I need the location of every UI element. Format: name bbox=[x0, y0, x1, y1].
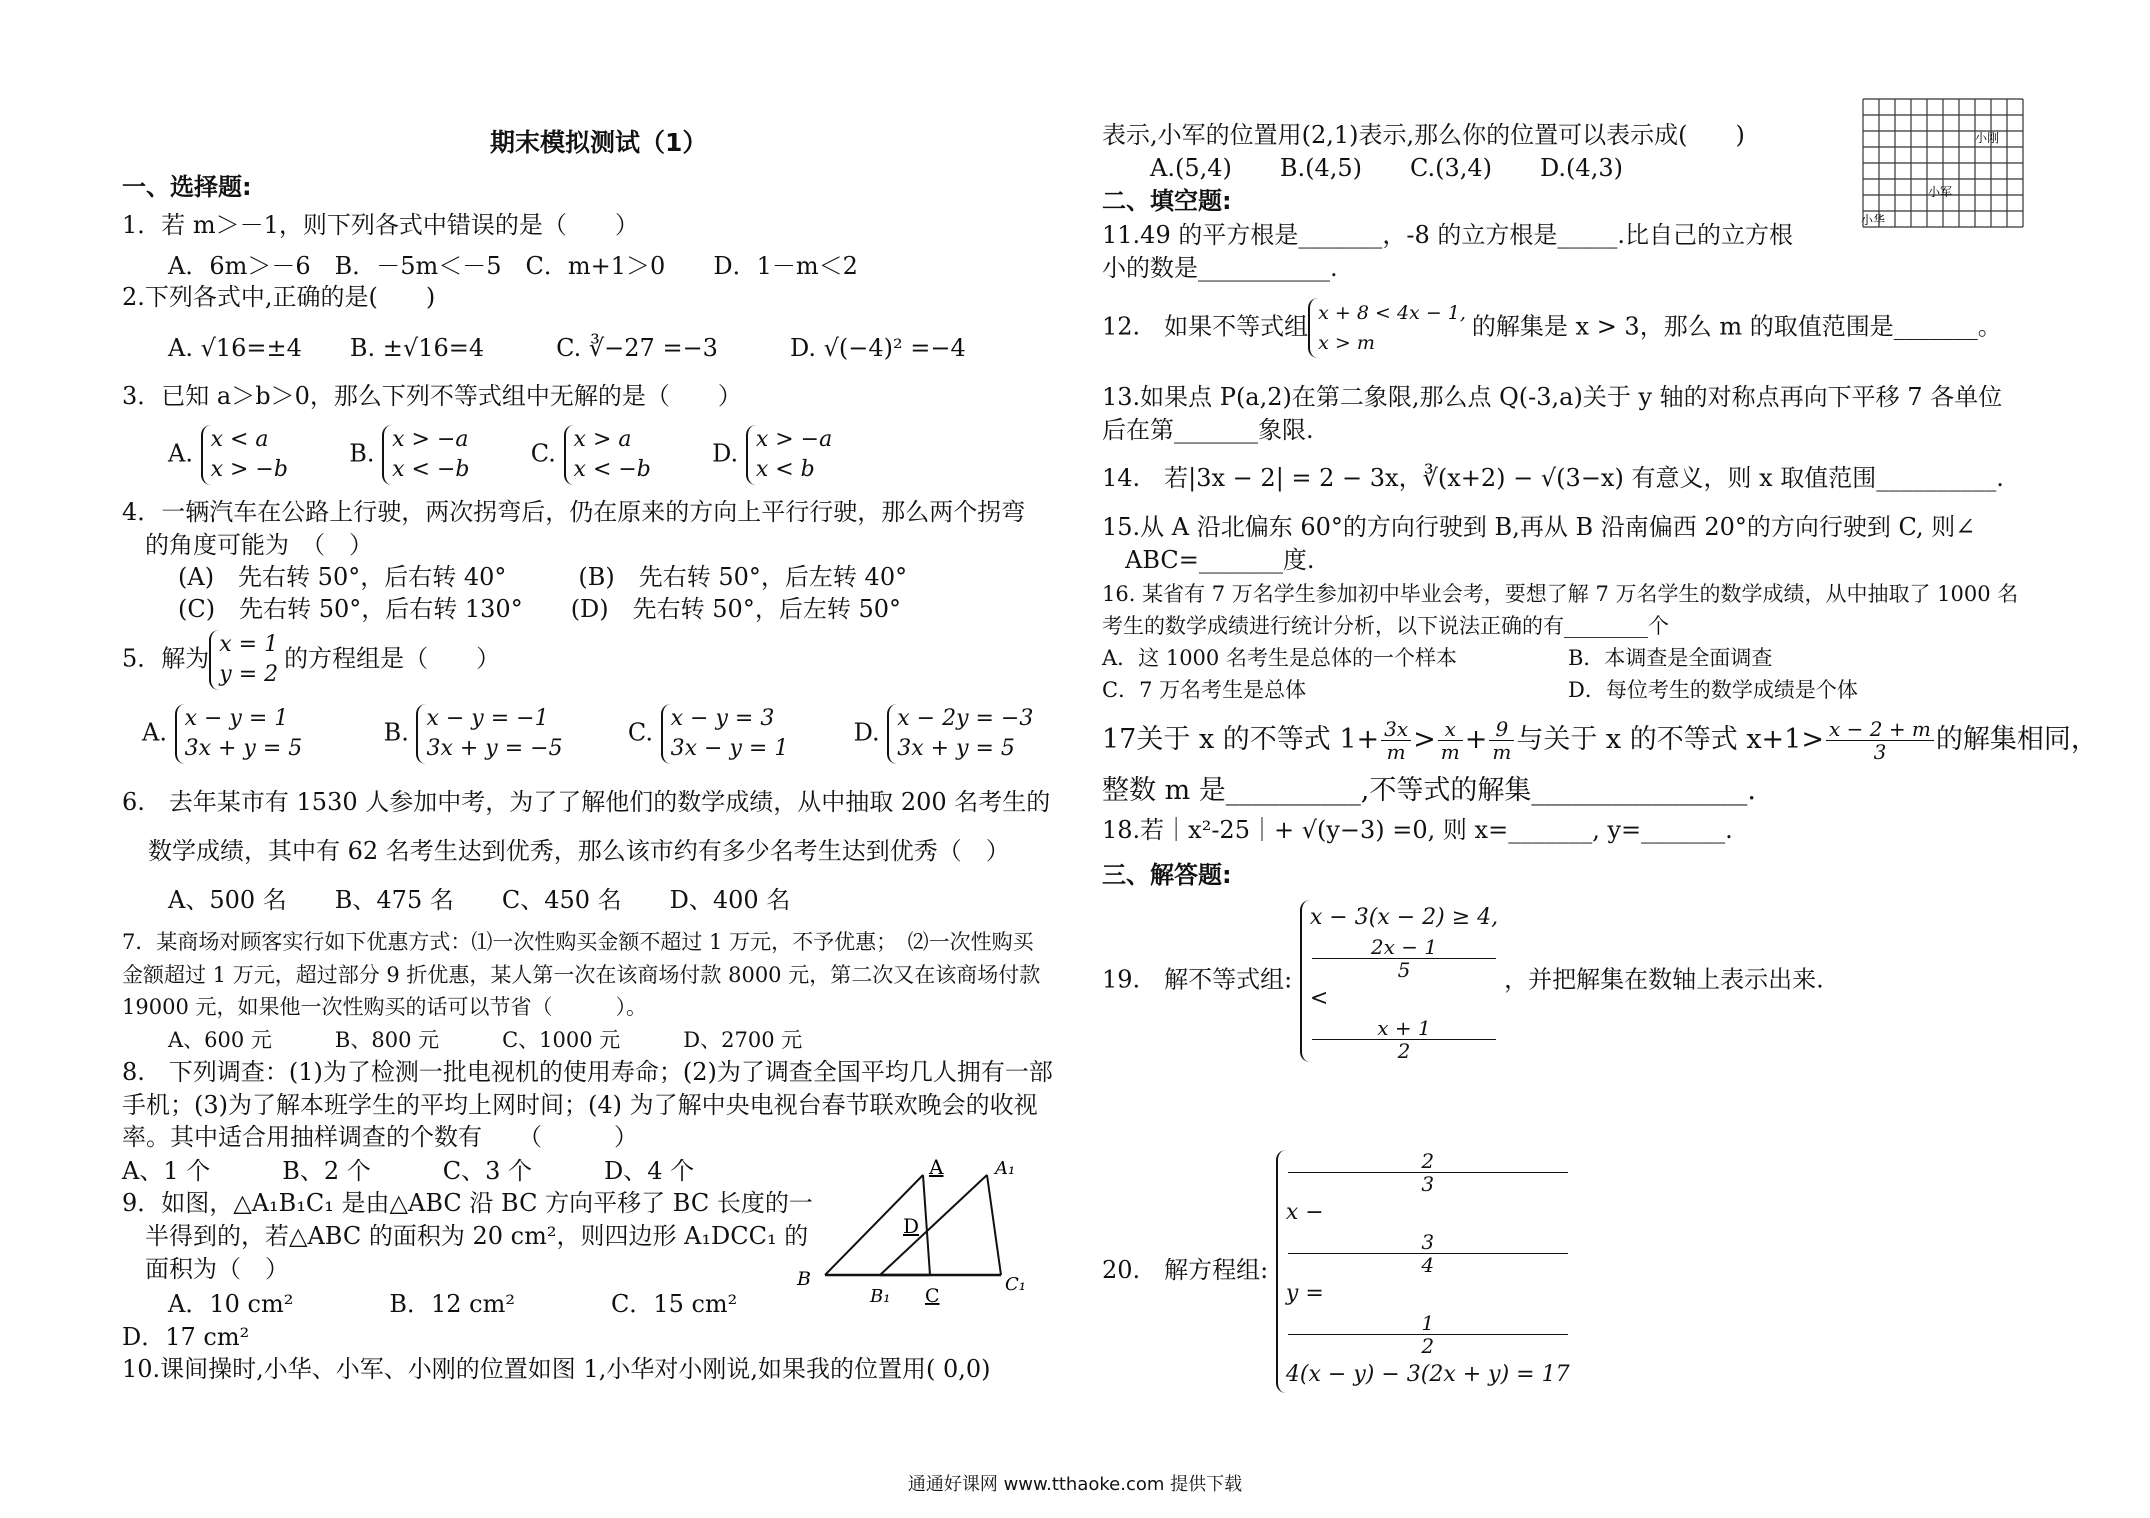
option-b-system: x > −a x < −b bbox=[382, 425, 475, 485]
option-a-system: x < a x > −b bbox=[201, 425, 294, 485]
option-c-system: x > a x < −b bbox=[564, 425, 657, 485]
question-9-line2: 半得到的，若△ABC 的面积为 20 cm²，则四边形 A₁DCC₁ 的 bbox=[145, 1222, 809, 1250]
section-choice: 一、选择题: bbox=[122, 173, 252, 201]
question-5-options: A. x − y = 1 3x + y = 5 B. x − y = −1 3x + y = −5 C. x − y = 3 3x − y = 1 D. x − 2y = −3 3x + y = 5 bbox=[142, 704, 1039, 764]
question-10-line1: 10.课间操时,小华、小军、小刚的位置如图 1,小华对小刚说,如果我的位置用( 0,0) bbox=[122, 1355, 991, 1383]
label-c: C bbox=[925, 1285, 940, 1307]
option-a-system: x − y = 1 3x + y = 5 bbox=[175, 704, 309, 764]
question-9-option-d: D．17 cm² bbox=[122, 1323, 250, 1351]
page-title: 期末模拟测试（1） bbox=[490, 128, 708, 157]
question-4-line2: 的角度可能为 （ ） bbox=[145, 531, 373, 559]
section-fill: 二、填空题: bbox=[1102, 187, 1232, 215]
question-10-line2: 表示,小军的位置用(2,1)表示,那么你的位置可以表示成( ) bbox=[1102, 121, 1745, 149]
question-10-options: A.(5,4) B.(4,5) C.(3,4) D.(4,3) bbox=[1150, 154, 1623, 182]
question-4-line1: 4．一辆汽车在公路上行驶，两次拐弯后，仍在原来的方向上平行行驶，那么两个拐弯 bbox=[122, 498, 1026, 526]
position-grid-figure bbox=[1858, 96, 2028, 232]
label-d: D bbox=[903, 1214, 920, 1238]
question-9-options: A．10 cm² B．12 cm² C．15 cm² bbox=[168, 1290, 738, 1318]
footer-credit: 通通好课网 www.tthaoke.com 提供下载 bbox=[907, 1474, 1243, 1495]
question-3: 3．已知 a＞b＞0，那么下列不等式组中无解的是（ ） bbox=[122, 382, 742, 410]
question-14: 14. 若|3x − 2| = 2 − 3x，∛(x+2) − √(3−x) 有意义，则 x 取值范围__________. bbox=[1102, 464, 2004, 492]
question-8-line3: 率。其中适合用抽样调查的个数有 （ ） bbox=[122, 1123, 638, 1151]
question-20: 20. 解方程组: 2 3 x − 3 4 y = 1 2 4(x − y) − 3(2x + y) = 17 bbox=[1102, 1150, 1576, 1393]
question-16-option-d: D．每位考生的数学成绩是个体 bbox=[1568, 678, 1858, 702]
question-3-options: A. x < a x > −b B. x > −a x < −b C. x > a x < −b D. x > −a x < b bbox=[168, 425, 838, 485]
question-11-line2: 小的数是___________. bbox=[1102, 254, 1338, 282]
question-13-line2: 后在第_______象限. bbox=[1102, 416, 1314, 444]
option-d-system: x > −a x < b bbox=[746, 425, 838, 485]
label-xiaohua: 小华 bbox=[1861, 213, 1886, 227]
question-18: 18.若｜x²-25｜+ √(y−3) =0, 则 x=_______, y=_______. bbox=[1102, 816, 1733, 844]
question-16-option-c: C．7 万名考生是总体 bbox=[1102, 678, 1307, 702]
label-xiaogang: 小刚 bbox=[1975, 131, 2000, 145]
label-b: B bbox=[797, 1268, 811, 1290]
option-c-system: x − y = 3 3x − y = 1 bbox=[661, 704, 795, 764]
question-7-line1: 7．某商场对顾客实行如下优惠方式：⑴一次性购买金额不超过 1 万元，不予优惠； ⑵一次性购买 bbox=[122, 930, 1034, 954]
option-b-system: x − y = −1 3x + y = −5 bbox=[416, 704, 568, 764]
label-c1: C₁ bbox=[1005, 1274, 1026, 1295]
question-15-line1: 15.从 A 沿北偏东 60°的方向行驶到 B,再从 B 沿南偏西 20°的方向行驶到 C, 则∠ bbox=[1102, 513, 1976, 541]
question-4-options-2: (C) 先右转 50°，后右转 130° (D) 先右转 50°，后左转 50° bbox=[178, 595, 901, 623]
translation-triangles-figure bbox=[795, 1150, 1035, 1310]
question-17-line1: 17关于 x 的不等式 1+ $\frac{3x}{m}$ > $\frac{x}{m}$ + $\frac{9}{m}$ 与关于 x 的不等式 x+1> $\frac{x - 2 + m}{3}$ 的解集相同， bbox=[1102, 717, 2098, 764]
question-7-line2: 金额超过 1 万元，超过部分 9 折优惠，某人第一次在该商场付款 8000 元，第二次又在该商场付款 bbox=[122, 963, 1041, 987]
question-1: 1．若 m＞－1，则下列各式中错误的是（ ） bbox=[122, 211, 639, 239]
question-8-line2: 手机；(3)为了解本班学生的平均上网时间；(4) 为了解中央电视台春节联欢晚会的收视 bbox=[122, 1091, 1038, 1119]
question-7-options: A、600 元 B、800 元 C、1000 元 D、2700 元 bbox=[168, 1028, 803, 1052]
question-6-line1: 6. 去年某市有 1530 人参加中考，为了了解他们的数学成绩，从中抽取 200 名考生的 bbox=[122, 788, 1051, 816]
label-a: A bbox=[929, 1155, 944, 1179]
label-a1: A₁ bbox=[995, 1158, 1016, 1179]
question-16-option-b: B．本调查是全面调查 bbox=[1568, 646, 1773, 670]
question-16-option-a: A．这 1000 名考生是总体的一个样本 bbox=[1102, 646, 1457, 670]
question-8-options: A、1 个 B、2 个 C、3 个 D、4 个 bbox=[122, 1157, 695, 1185]
option-d-system: x − 2y = −3 3x + y = 5 bbox=[887, 704, 1039, 764]
section-solve: 三、解答题: bbox=[1102, 861, 1232, 889]
question-11-line1: 11.49 的平方根是_______，-8 的立方根是_____.比自己的立方根 bbox=[1102, 221, 1793, 249]
question-5-system: x = 1 y = 2 bbox=[209, 630, 284, 690]
question-7-line3: 19000 元，如果他一次性购买的话可以节省（ ）。 bbox=[122, 995, 647, 1019]
label-xiaojun: 小军 bbox=[1928, 185, 1953, 199]
question-19-system: x − 3(x − 2) ≥ 4, 2x − 1 5 < x + 1 2 bbox=[1300, 900, 1504, 1062]
question-19: 19. 解不等式组: x − 3(x − 2) ≥ 4, 2x − 1 5 < x + 1 2 ，并把解集在数轴上表示出来. bbox=[1102, 900, 1824, 1062]
question-20-system: 2 3 x − 3 4 y = 1 2 4(x − y) − 3(2x + y) = 17 bbox=[1276, 1150, 1576, 1393]
question-13-line1: 13.如果点 P(a,2)在第二象限,那么点 Q(-3,a)关于 y 轴的对称点再向下平移 7 各单位 bbox=[1102, 383, 2003, 411]
question-15-line2: ABC=_______度. bbox=[1125, 546, 1315, 574]
question-9-line1: 9．如图，△A₁B₁C₁ 是由△ABC 沿 BC 方向平移了 BC 长度的一 bbox=[122, 1189, 813, 1217]
question-5: 5．解为 x = 1 y = 2 的方程组是（ ） bbox=[122, 630, 500, 690]
question-4-options-1: (A) 先右转 50°，后右转 40° (B) 先右转 50°，后左转 40° bbox=[178, 563, 908, 591]
question-6-options: A、500 名 B、475 名 C、450 名 D、400 名 bbox=[168, 886, 791, 914]
question-1-options: A．6m＞－6 B．－5m＜－5 C．m+1＞0 D．1－m＜2 bbox=[168, 252, 858, 280]
question-16-line2: 考生的数学成绩进行统计分析，以下说法正确的有________个 bbox=[1102, 614, 1669, 638]
question-16-line1: 16. 某省有 7 万名学生参加初中毕业会考，要想了解 7 万名学生的数学成绩，从中抽取了 1000 名 bbox=[1102, 582, 2019, 606]
question-12: 12. 如果不等式组 x + 8 < 4x − 1, x > m 的解集是 x > 3，那么 m 的取值范围是_______。 bbox=[1102, 298, 2002, 358]
question-8-line1: 8. 下列调查：(1)为了检测一批电视机的使用寿命；(2)为了调查全国平均几人拥有一部 bbox=[122, 1058, 1053, 1086]
question-6-line2: 数学成绩，其中有 62 名考生达到优秀，那么该市约有多少名考生达到优秀（ ） bbox=[148, 837, 1010, 865]
question-12-system: x + 8 < 4x − 1, x > m bbox=[1308, 298, 1472, 358]
question-17-line2: 整数 m 是__________,不等式的解集________________. bbox=[1102, 775, 1756, 806]
question-2: 2.下列各式中,正确的是( ) bbox=[122, 283, 436, 311]
label-b1: B₁ bbox=[870, 1286, 891, 1307]
question-9-line3: 面积为（ ） bbox=[145, 1255, 289, 1283]
question-2-options: A. √16=±4 B. ±√16=4 C. ∛−27 =−3 D. √(−4)² =−4 bbox=[168, 334, 966, 362]
